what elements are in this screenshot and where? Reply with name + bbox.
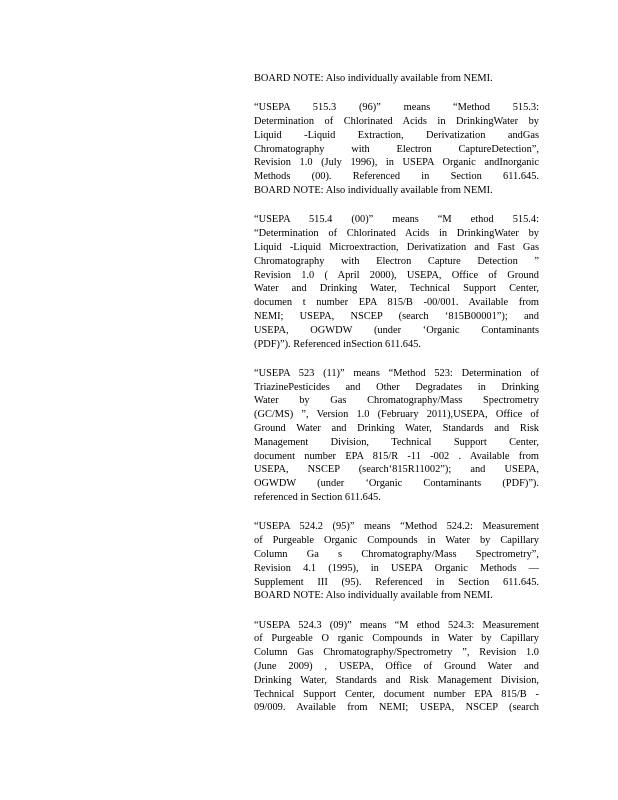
text-line: Determination of Chlorinated Acids in DrinkingWater by <box>254 116 539 128</box>
text-line: Technical Support Center, document number EPA 815/B - <box>254 688 539 700</box>
paragraph-usepa-524-3 <box>254 619 539 716</box>
text-line: “USEPA 523 (11)” means “Method 523: Determination of <box>254 367 539 379</box>
text-line: Chromatography with Electron Capture Detection ” <box>254 255 539 267</box>
text-line: “USEPA 515.3 (96)” means “Method 515.3: <box>254 102 539 114</box>
text-line: Revision 1.0 ( April 2000), USEPA, Office of Ground <box>254 269 539 281</box>
text-line: document number EPA 815/R -11 -002 . Available from <box>254 450 539 462</box>
text-line: (PDF)”). Referenced inSection 611.645. <box>254 338 421 350</box>
text-line: Column Ga s Chromatography/Mass Spectrometry”, <box>254 548 539 560</box>
text-line: TriazinePesticides and Other Degradates in Drinking <box>254 381 539 393</box>
text-line: USEPA, NSCEP (search‘815R11002”); and USEPA, <box>254 464 539 476</box>
text-line: Ground Water and Drinking Water, Standards and Risk <box>254 423 539 435</box>
text-line: BOARD NOTE: Also individually available from NEMI. <box>254 185 493 197</box>
text-line: Methods (00). Referenced in Section 611.645. <box>254 171 539 183</box>
text-line: referenced in Section 611.645. <box>254 492 381 504</box>
text-line: Liquid -Liquid Microextraction, Derivatization and Fast Gas <box>254 241 539 253</box>
text-line: “USEPA 524.3 (09)” means “M ethod 524.3: Measurement <box>254 619 539 631</box>
text-line: documen t number EPA 815/B -00/001. Available from <box>254 297 539 309</box>
text-line: of Purgeable O rganic Compounds in Water by Capillary <box>254 633 539 645</box>
text-line: USEPA, OGWDW (under ‘Organic Contaminants <box>254 324 539 336</box>
text-line: Water by Gas Chromatography/Mass Spectrometry <box>254 395 539 407</box>
paragraph-usepa-523 <box>254 367 539 505</box>
paragraph-usepa-515-3 <box>254 101 539 198</box>
text-line: Supplement III (95). Referenced in Section 611.645. <box>254 576 539 588</box>
document-body <box>254 72 539 731</box>
text-line: Drinking Water, Standards and Risk Management Division, <box>254 674 539 686</box>
text-line: BOARD NOTE: Also individually available from NEMI. <box>254 73 493 84</box>
text-line: 09/009. Available from NEMI; USEPA, NSCEP (search <box>254 702 539 714</box>
text-line: NEMI; USEPA, NSCEP (search ‘815B00001”); and <box>254 310 539 322</box>
text-line: Management Division, Technical Support Center, <box>254 436 539 448</box>
text-line: “USEPA 515.4 (00)” means “M ethod 515.4: <box>254 214 539 226</box>
text-line: (June 2009) , USEPA, Office of Ground Water and <box>254 660 539 672</box>
text-line: Liquid -Liquid Extraction, Derivatization andGas <box>254 129 539 141</box>
text-line: “USEPA 524.2 (95)” means “Method 524.2: Measurement <box>254 521 539 533</box>
text-line: Revision 4.1 (1995), in USEPA Organic Methods — <box>254 562 539 574</box>
text-line: Chromatography with Electron CaptureDetection”, <box>254 143 539 155</box>
paragraph-usepa-515-4 <box>254 213 539 351</box>
paragraph-board-note-1 <box>254 72 539 86</box>
text-line: of Purgeable Organic Compounds in Water by Capillary <box>254 535 539 547</box>
text-line: Column Gas Chromatography/Spectrometry ”, Revision 1.0 <box>254 647 539 659</box>
text-line: BOARD NOTE: Also individually available from NEMI. <box>254 590 493 602</box>
text-line: (GC/MS) ”, Version 1.0 (February 2011),USEPA, Office of <box>254 409 539 421</box>
paragraph-usepa-524-2 <box>254 520 539 603</box>
text-line: Revision 1.0 (July 1996), in USEPA Organic andInorganic <box>254 157 539 169</box>
text-line: “Determination of Chlorinated Acids in DrinkingWater by <box>254 228 539 240</box>
text-line: Water and Drinking Water, Technical Support Center, <box>254 283 539 295</box>
text-line: OGWDW (under ‘Organic Contaminants (PDF)”). <box>254 478 539 490</box>
